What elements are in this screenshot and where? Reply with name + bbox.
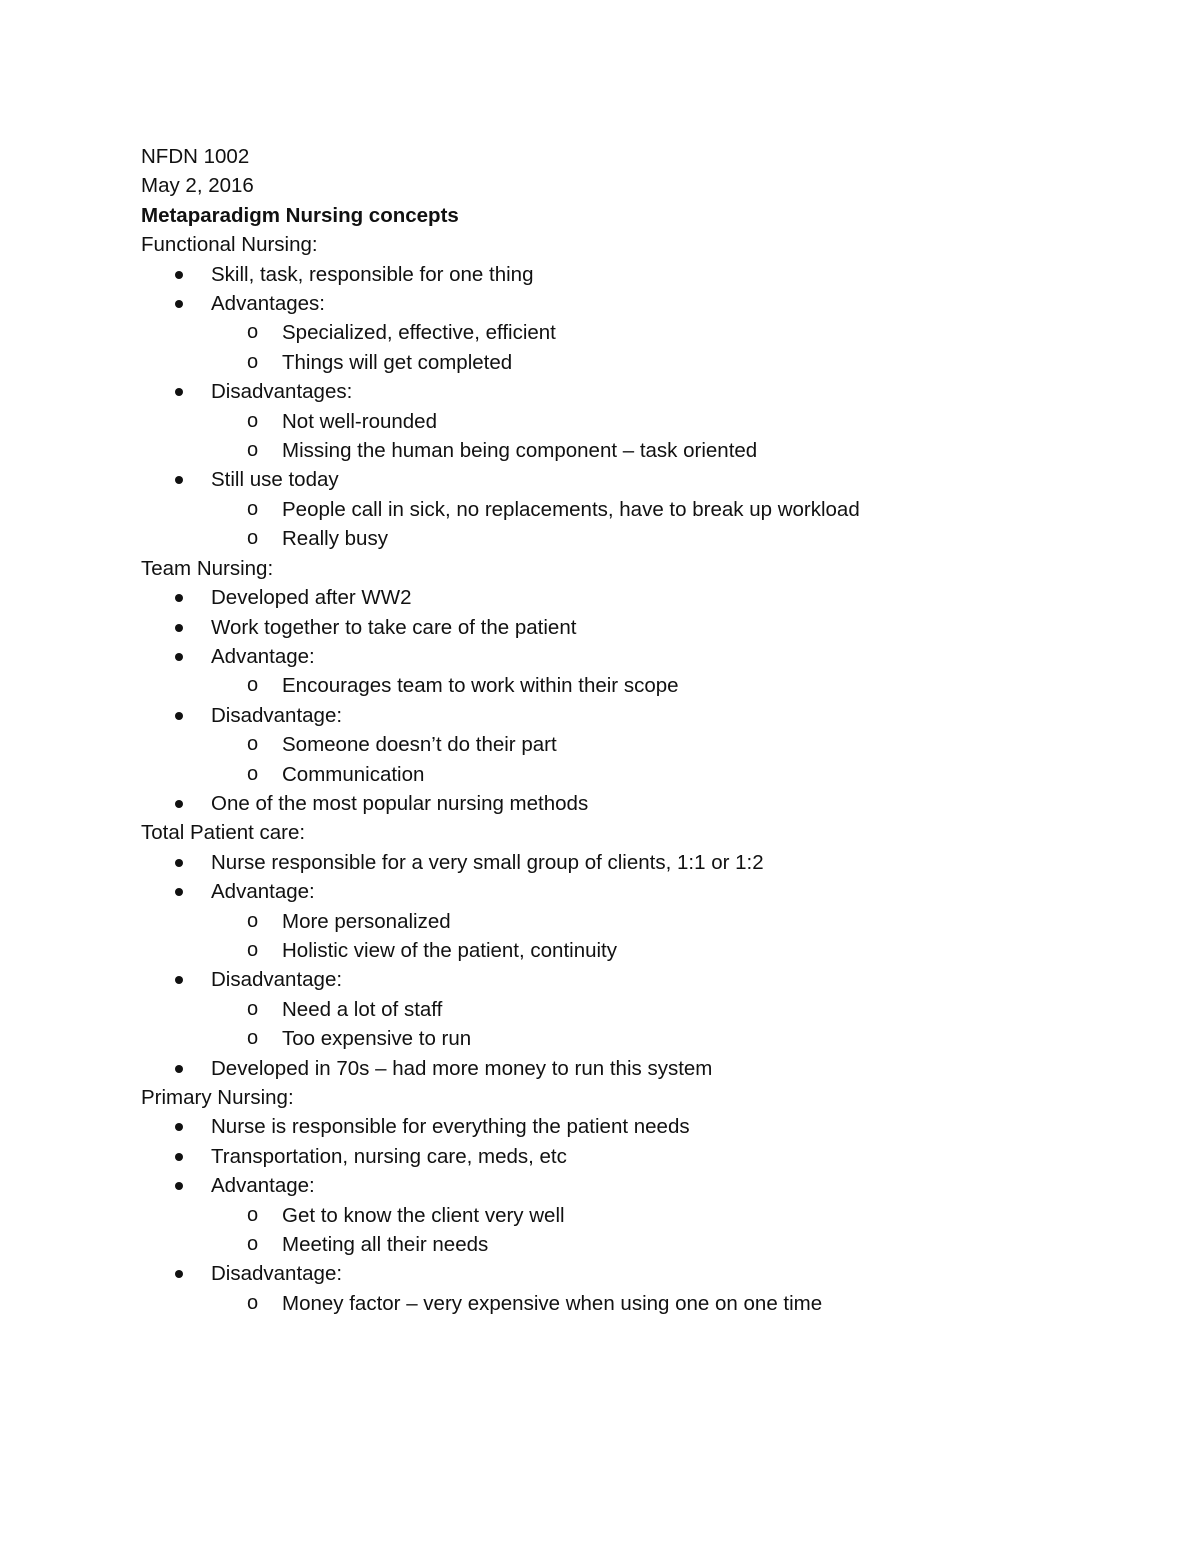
bullet-icon [175,1153,183,1161]
bullet-item [141,848,1101,877]
section-heading: Primary Nursing: [141,1086,294,1109]
sub-bullet-item [141,995,1101,1024]
document-content [141,142,1101,1318]
sub-bullet-item [141,318,1101,347]
sub-bullet-item [141,1230,1101,1259]
bullet-list [141,848,1101,1083]
circle-bullet-icon: o [247,997,259,1020]
bullet-item [141,1054,1101,1083]
bullet-icon [175,476,183,484]
bullet-icon [175,1065,183,1073]
bullet-text: Nurse responsible for a very small group of clients, 1:1 or 1:2 [211,850,764,874]
sub-bullet-item [141,348,1101,377]
sub-bullet-text: Not well-rounded [282,409,437,433]
bullet-text: Advantage: [211,880,315,904]
bullet-item [141,1259,1101,1288]
bullet-item [141,613,1101,642]
bullet-icon [175,976,183,984]
bullet-icon [175,300,183,308]
bullet-icon [175,1123,183,1131]
sub-bullet-item [141,1024,1101,1053]
bullet-text: Disadvantage: [211,703,343,727]
sub-bullet-item [141,760,1101,789]
bullet-text: Still use today [211,468,339,492]
sub-bullet-item [141,1289,1101,1318]
bullet-item [141,642,1101,671]
sub-bullet-item [141,671,1101,700]
section [141,818,1101,1083]
circle-bullet-icon: o [247,321,259,344]
sub-bullet-text: Encourages team to work within their scope [282,674,679,698]
note-date: May 2, 2016 [141,174,254,198]
sub-bullet-text: Things will get completed [282,350,513,374]
sub-bullet-text: Specialized, effective, efficient [282,321,556,345]
page-title: Metaparadigm Nursing concepts [141,203,459,227]
sub-bullet-text: Get to know the client very well [282,1203,565,1227]
sub-bullet-item [141,407,1101,436]
bullet-list [141,583,1101,818]
sub-bullet-text: Too expensive to run [282,1027,472,1051]
bullet-icon [175,1270,183,1278]
sub-bullet-text: Really busy [282,527,388,551]
sub-bullet-item [141,730,1101,759]
sub-bullet-item [141,907,1101,936]
bullet-text: Work together to take care of the patient [211,615,577,639]
bullet-text: One of the most popular nursing methods [211,791,589,815]
sub-bullet-item [141,524,1101,553]
bullet-item [141,1112,1101,1141]
bullet-item [141,1142,1101,1171]
sub-bullet-text: Money factor – very expensive when using one on one time [282,1291,823,1315]
circle-bullet-icon: o [247,1291,259,1314]
bullet-item [141,377,1101,406]
bullet-text: Advantages: [211,292,325,316]
circle-bullet-icon: o [247,733,259,756]
sub-bullet-text: Meeting all their needs [282,1233,489,1257]
sub-bullet-text: Missing the human being component – task oriented [282,439,758,463]
bullet-item [141,260,1101,289]
bullet-text: Advantage: [211,1174,315,1198]
bullet-icon [175,653,183,661]
bullet-item [141,701,1101,730]
bullet-icon [175,888,183,896]
bullet-icon [175,624,183,632]
bullet-item [141,877,1101,906]
bullet-list [141,260,1101,554]
circle-bullet-icon: o [247,674,259,697]
bullet-text: Advantage: [211,644,315,668]
bullet-item [141,789,1101,818]
circle-bullet-icon: o [247,350,259,373]
circle-bullet-icon: o [247,1027,259,1050]
course-code: NFDN 1002 [141,145,250,168]
section [141,554,1101,819]
bullet-icon [175,1182,183,1190]
bullet-text: Disadvantage: [211,968,343,992]
circle-bullet-icon: o [247,762,259,785]
sub-bullet-text: More personalized [282,909,451,933]
section-heading: Team Nursing: [141,556,274,580]
section [141,230,1101,553]
bullet-text: Developed in 70s – had more money to run this system [211,1056,713,1080]
circle-bullet-icon: o [247,497,259,520]
bullet-icon [175,271,183,279]
section-heading: Total Patient care: [141,821,306,845]
bullet-text: Nurse is responsible for everything the patient needs [211,1115,690,1139]
bullet-item [141,465,1101,494]
bullet-text: Skill, task, responsible for one thing [211,262,534,286]
bullet-item [141,1171,1101,1200]
bullet-text: Developed after WW2 [211,586,412,610]
bullet-item [141,965,1101,994]
circle-bullet-icon: o [247,527,259,550]
sub-bullet-item [141,936,1101,965]
sub-bullet-item [141,436,1101,465]
sub-bullet-text: Communication [282,762,425,786]
circle-bullet-icon: o [247,439,259,462]
bullet-text: Disadvantages: [211,380,353,404]
circle-bullet-icon: o [247,938,259,961]
bullet-icon [175,712,183,720]
sections-container [141,230,1101,1318]
section [141,1083,1101,1318]
sub-bullet-text: Holistic view of the patient, continuity [282,938,617,962]
sub-bullet-text: People call in sick, no replacements, have to break up workload [282,497,860,521]
sub-bullet-text: Need a lot of staff [282,997,443,1021]
circle-bullet-icon: o [247,1203,259,1226]
sub-bullet-item [141,1201,1101,1230]
sub-bullet-text: Someone doesn’t do their part [282,733,557,757]
bullet-list [141,1112,1101,1318]
section-heading: Functional Nursing: [141,233,318,257]
bullet-icon [175,859,183,867]
bullet-icon [175,800,183,808]
circle-bullet-icon: o [247,909,259,932]
circle-bullet-icon: o [247,409,259,432]
bullet-text: Transportation, nursing care, meds, etc [211,1144,567,1168]
circle-bullet-icon: o [247,1233,259,1256]
bullet-icon [175,594,183,602]
sub-bullet-item [141,495,1101,524]
bullet-icon [175,388,183,396]
bullet-item [141,583,1101,612]
bullet-text: Disadvantage: [211,1262,343,1286]
bullet-item [141,289,1101,318]
